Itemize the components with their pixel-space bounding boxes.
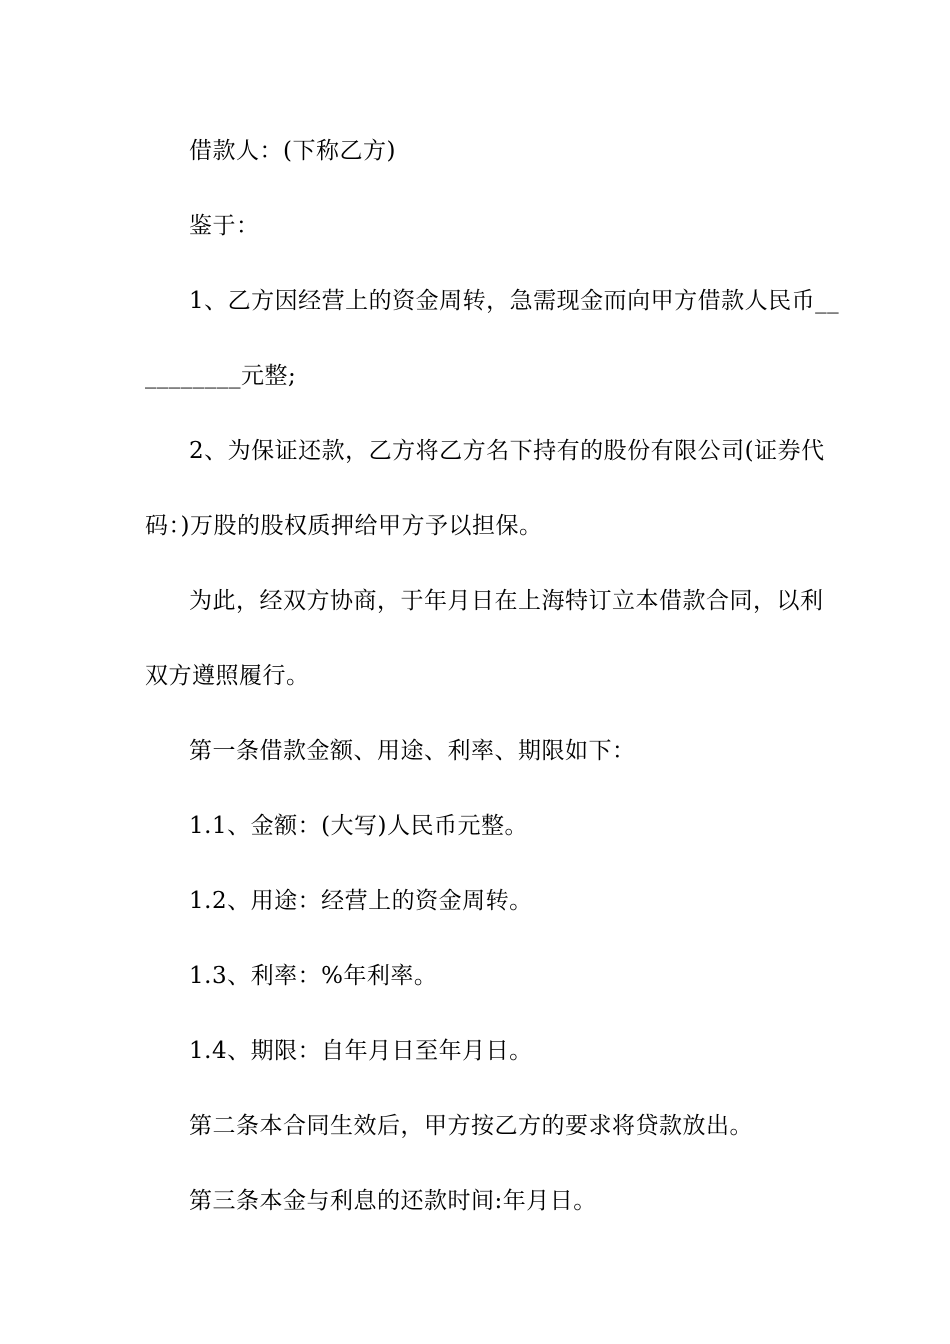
clause-1-3: 1.3、利率：%年利率。	[189, 963, 438, 989]
article-1-heading: 第一条借款金额、用途、利率、期限如下：	[189, 738, 636, 764]
clause-1-1: 1.1、金额：(大写)人民币元整。	[189, 813, 529, 839]
article-2: 第二条本合同生效后，甲方按乙方的要求将贷款放出。	[189, 1113, 753, 1139]
whereas-heading: 鉴于：	[189, 213, 260, 239]
article-3: 第三条本金与利息的还款时间:年月日。	[189, 1188, 597, 1214]
clause-1-2: 1.2、用途：经营上的资金周转。	[189, 888, 533, 914]
borrower-line: 借款人：(下称乙方)	[189, 138, 396, 164]
recital-2-line-1: 2、为保证还款，乙方将乙方名下持有的股份有限公司(证券代	[189, 438, 825, 464]
recital-1-line-1: 1、乙方因经营上的资金周转，急需现金而向甲方借款人民币__	[189, 288, 840, 314]
preamble-line-1: 为此，经双方协商，于年月日在上海特订立本借款合同，以利	[189, 588, 824, 614]
recital-2-line-2: 码：)万股的股权质押给甲方予以担保。	[145, 513, 543, 539]
preamble-line-2: 双方遵照履行。	[145, 663, 310, 689]
clause-1-4: 1.4、期限：自年月日至年月日。	[189, 1038, 533, 1064]
recital-1-line-2: ________元整;	[145, 363, 297, 389]
